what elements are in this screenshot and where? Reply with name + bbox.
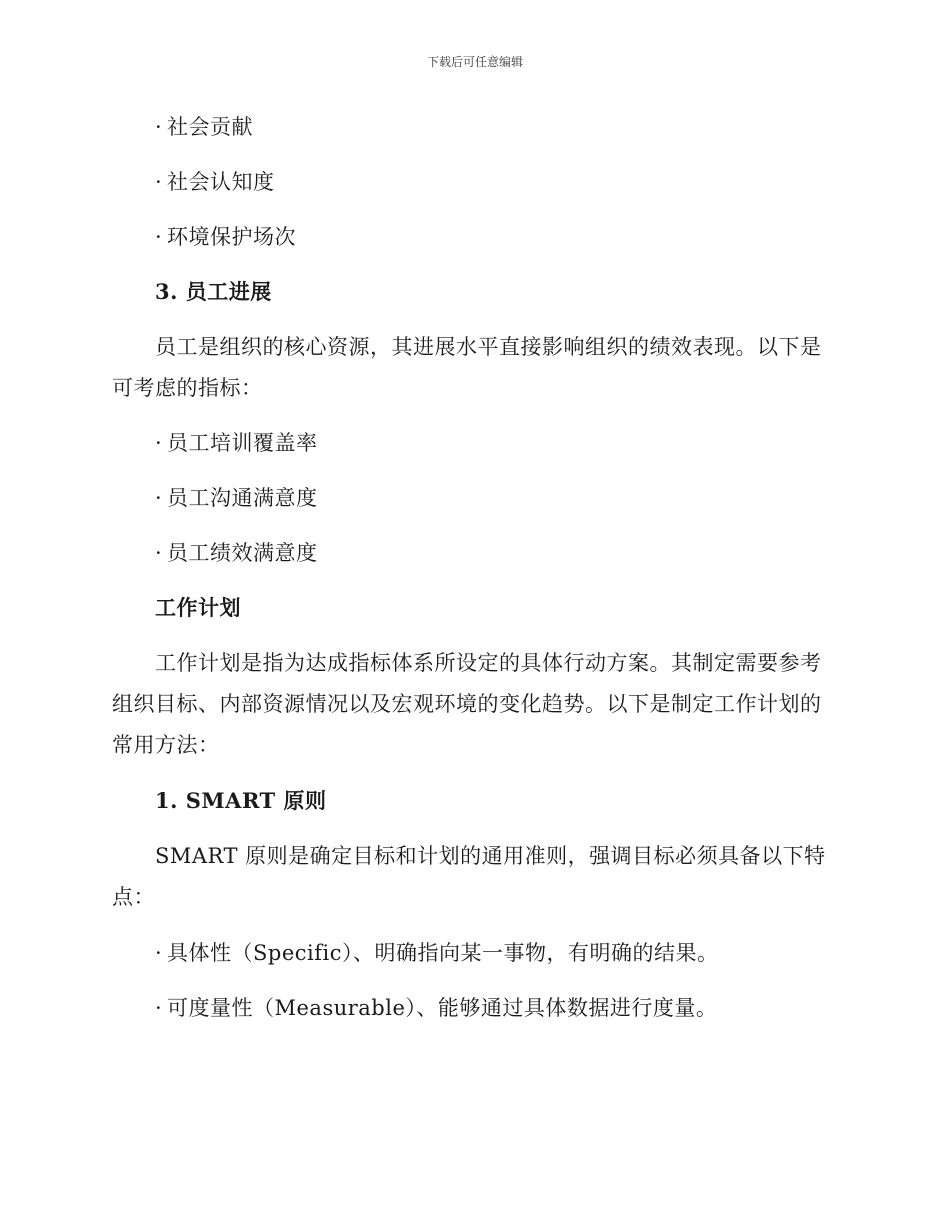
- paragraph-line: 员工是组织的核心资源，其进展水平直接影响组织的绩效表现。以下是: [155, 335, 822, 359]
- paragraph-line: SMART 原则是确定目标和计划的通用准则，强调目标必须具备以下特: [155, 844, 826, 868]
- list-item-text: 具体性（Specific）、明确指向某一事物，有明确的结果。: [167, 941, 719, 965]
- bullet-icon: ·: [155, 996, 163, 1020]
- section-heading-smart: 1. SMART 原则: [155, 788, 327, 813]
- bullet-icon: ·: [155, 431, 163, 455]
- page-header: 下载后可任意编辑: [426, 55, 523, 69]
- paragraph-line: 可考虑的指标：: [112, 376, 263, 400]
- bullet-icon: ·: [155, 541, 163, 565]
- bullet-icon: ·: [155, 225, 163, 249]
- section-heading-employee: 3. 员工进展: [155, 279, 272, 304]
- list-item-text: 员工培训覆盖率: [167, 431, 318, 455]
- paragraph-line: 点：: [112, 885, 155, 909]
- bullet-icon: ·: [155, 170, 163, 194]
- list-item: [155, 167, 875, 197]
- list-item-text: 员工绩效满意度: [167, 541, 318, 565]
- paragraph-line: 组织目标、内部资源情况以及宏观环境的变化趋势。以下是制定工作计划的: [112, 692, 822, 716]
- list-item: [155, 112, 875, 142]
- list-item-text: 环境保护场次: [167, 225, 296, 249]
- paragraph-line: 工作计划是指为达成指标体系所设定的具体行动方案。其制定需要参考: [155, 651, 822, 675]
- list-item: [155, 993, 875, 1023]
- paragraph-line: 常用方法：: [112, 733, 220, 757]
- list-item-text: 社会贡献: [167, 115, 253, 139]
- bullet-icon: ·: [155, 486, 163, 510]
- list-item: [155, 938, 875, 968]
- list-item: [155, 428, 875, 458]
- list-item-text: 社会认知度: [167, 170, 275, 194]
- list-item-text: 员工沟通满意度: [167, 486, 318, 510]
- bullet-icon: ·: [155, 941, 163, 965]
- list-item: [155, 483, 875, 513]
- list-item: [155, 222, 875, 252]
- list-item: [155, 538, 875, 568]
- list-item-text: 可度量性（Measurable）、能够通过具体数据进行度量。: [167, 996, 718, 1020]
- bullet-icon: ·: [155, 115, 163, 139]
- section-heading-workplan: 工作计划: [155, 595, 241, 620]
